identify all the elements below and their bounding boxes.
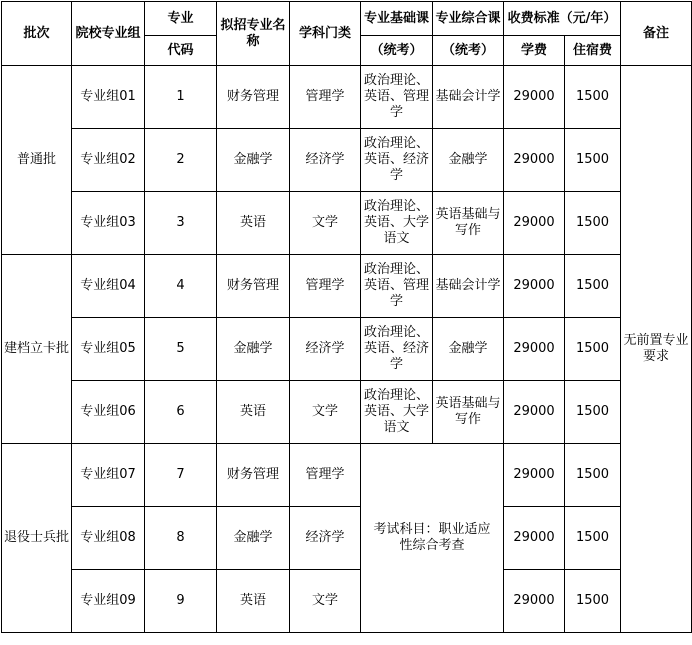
exam-subject-note: 考试科目：职业适应性综合考查 [361, 444, 504, 633]
table-row [2, 318, 692, 381]
comprehensive-course-cell: 英语基础与写作 [433, 192, 504, 255]
discipline-cell: 文学 [290, 570, 361, 633]
code-cell: 2 [145, 129, 217, 192]
basic-course-cell: 政治理论、英语、经济学 [361, 318, 433, 381]
remarks-cell: 无前置专业要求 [621, 66, 692, 633]
accommodation-cell: 1500 [565, 507, 621, 570]
group-cell: 专业组05 [72, 318, 145, 381]
header-major: 专业 [145, 2, 217, 36]
major-cell: 财务管理 [217, 444, 290, 507]
group-cell: 专业组01 [72, 66, 145, 129]
discipline-cell: 文学 [290, 192, 361, 255]
discipline-cell: 经济学 [290, 318, 361, 381]
table-row [2, 255, 692, 318]
group-cell: 专业组03 [72, 192, 145, 255]
code-cell: 5 [145, 318, 217, 381]
accommodation-cell: 1500 [565, 381, 621, 444]
code-cell: 1 [145, 66, 217, 129]
discipline-cell: 管理学 [290, 255, 361, 318]
header-basic-course: 专业基础课 [361, 2, 433, 36]
group-cell: 专业组09 [72, 570, 145, 633]
header-fee-standard: 收费标准（元/年） [504, 2, 621, 36]
tuition-cell: 29000 [504, 255, 565, 318]
code-cell: 4 [145, 255, 217, 318]
basic-course-cell: 政治理论、英语、管理学 [361, 255, 433, 318]
accommodation-cell: 1500 [565, 318, 621, 381]
basic-course-cell: 政治理论、英语、管理学 [361, 66, 433, 129]
tuition-cell: 29000 [504, 444, 565, 507]
comprehensive-course-cell: 基础会计学 [433, 66, 504, 129]
header-remarks: 备注 [621, 2, 692, 66]
discipline-cell: 管理学 [290, 444, 361, 507]
major-cell: 金融学 [217, 129, 290, 192]
tuition-cell: 29000 [504, 507, 565, 570]
code-cell: 3 [145, 192, 217, 255]
major-cell: 英语 [217, 192, 290, 255]
batch-cell: 退役士兵批 [2, 444, 72, 633]
header-basic-course-sub: （统考） [361, 36, 433, 66]
table-row [2, 66, 692, 129]
comprehensive-course-cell: 金融学 [433, 129, 504, 192]
tuition-cell: 29000 [504, 192, 565, 255]
group-cell: 专业组08 [72, 507, 145, 570]
accommodation-cell: 1500 [565, 66, 621, 129]
table-row [2, 192, 692, 255]
tuition-cell: 29000 [504, 381, 565, 444]
comprehensive-course-cell: 基础会计学 [433, 255, 504, 318]
accommodation-cell: 1500 [565, 444, 621, 507]
comprehensive-course-cell: 英语基础与写作 [433, 381, 504, 444]
tuition-cell: 29000 [504, 318, 565, 381]
header-comprehensive-course: 专业综合课 [433, 2, 504, 36]
major-cell: 英语 [217, 570, 290, 633]
batch-cell: 建档立卡批 [2, 255, 72, 444]
group-cell: 专业组04 [72, 255, 145, 318]
basic-course-cell: 政治理论、英语、大学语文 [361, 381, 433, 444]
basic-course-cell: 政治理论、英语、经济学 [361, 129, 433, 192]
header-accommodation: 住宿费 [565, 36, 621, 66]
batch-cell: 普通批 [2, 66, 72, 255]
major-cell: 财务管理 [217, 255, 290, 318]
major-cell: 英语 [217, 381, 290, 444]
table-row [2, 381, 692, 444]
accommodation-cell: 1500 [565, 192, 621, 255]
header-tuition: 学费 [504, 36, 565, 66]
accommodation-cell: 1500 [565, 570, 621, 633]
comprehensive-course-cell: 金融学 [433, 318, 504, 381]
header-comprehensive-course-sub: （统考） [433, 36, 504, 66]
major-cell: 财务管理 [217, 66, 290, 129]
group-cell: 专业组02 [72, 129, 145, 192]
table-header [2, 2, 692, 66]
tuition-cell: 29000 [504, 66, 565, 129]
code-cell: 8 [145, 507, 217, 570]
table-row [2, 444, 692, 507]
code-cell: 7 [145, 444, 217, 507]
accommodation-cell: 1500 [565, 255, 621, 318]
major-cell: 金融学 [217, 318, 290, 381]
header-major-code: 代码 [145, 36, 217, 66]
admissions-table [1, 1, 692, 633]
discipline-cell: 文学 [290, 381, 361, 444]
header-discipline: 学科门类 [290, 2, 361, 66]
major-cell: 金融学 [217, 507, 290, 570]
header-major-name: 拟招专业名称 [217, 2, 290, 66]
group-cell: 专业组06 [72, 381, 145, 444]
header-batch: 批次 [2, 2, 72, 66]
accommodation-cell: 1500 [565, 129, 621, 192]
code-cell: 9 [145, 570, 217, 633]
tuition-cell: 29000 [504, 129, 565, 192]
discipline-cell: 管理学 [290, 66, 361, 129]
table-row [2, 507, 692, 570]
table-row [2, 570, 692, 633]
table-body [2, 66, 692, 633]
tuition-cell: 29000 [504, 570, 565, 633]
code-cell: 6 [145, 381, 217, 444]
table-row [2, 129, 692, 192]
group-cell: 专业组07 [72, 444, 145, 507]
discipline-cell: 经济学 [290, 507, 361, 570]
discipline-cell: 经济学 [290, 129, 361, 192]
header-group: 院校专业组 [72, 2, 145, 66]
basic-course-cell: 政治理论、英语、大学语文 [361, 192, 433, 255]
